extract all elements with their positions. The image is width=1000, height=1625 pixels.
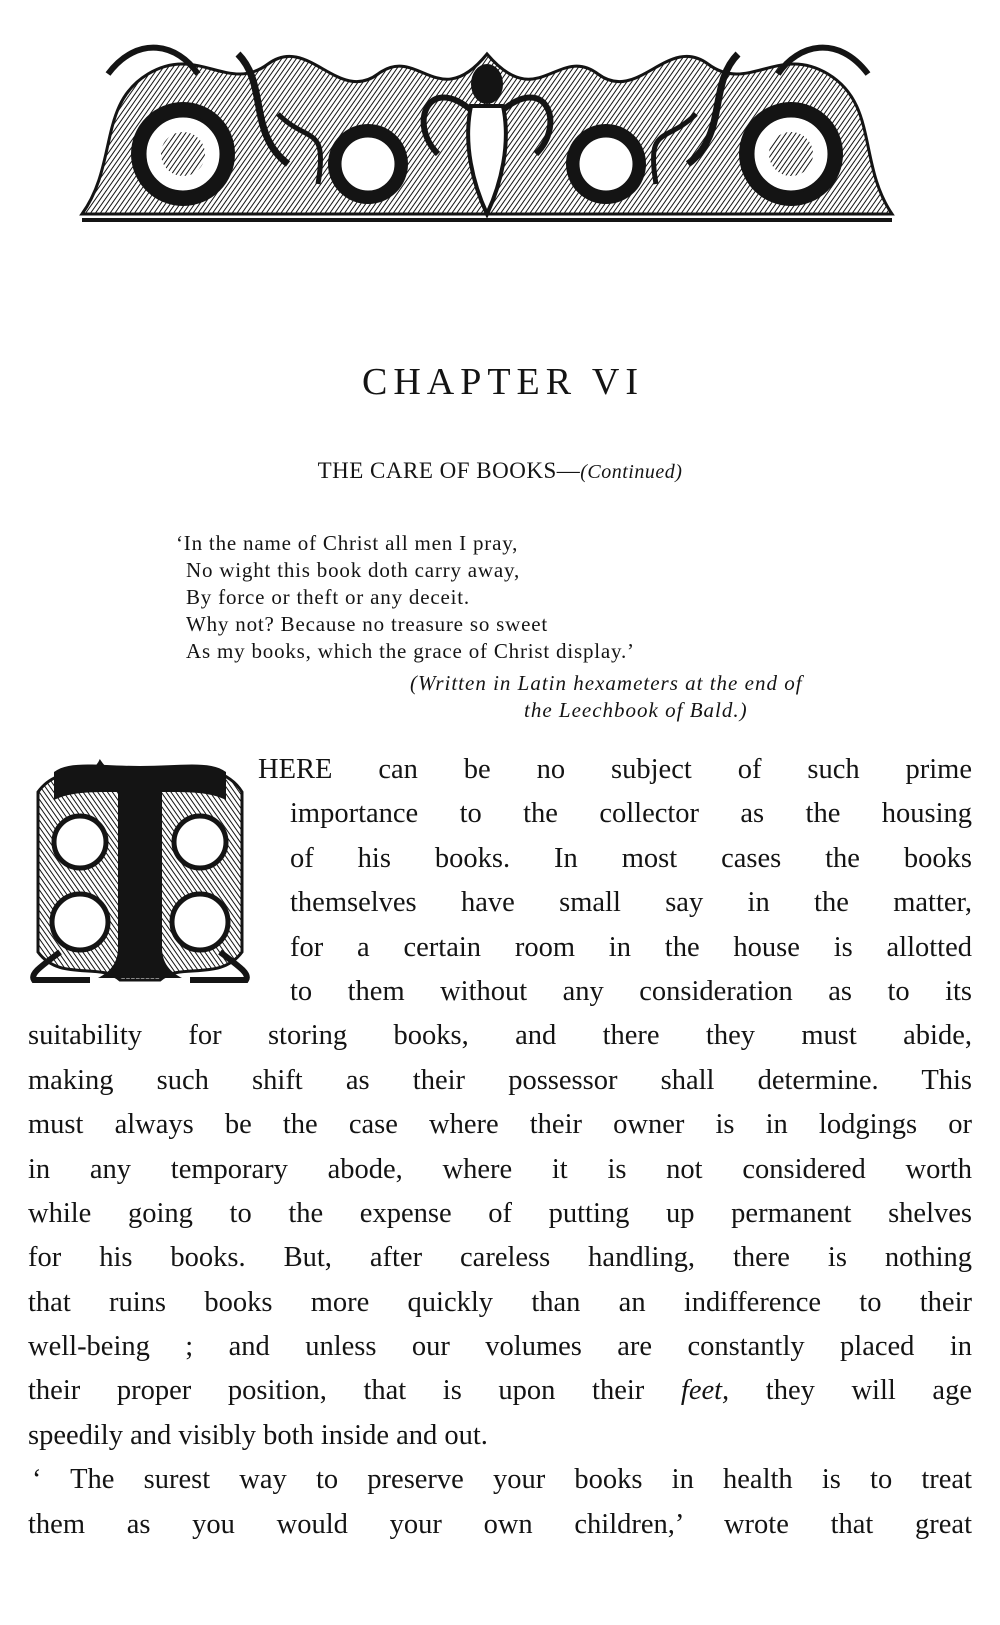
attribution-line: (Written in Latin hexameters at the end of [410, 671, 803, 695]
body-line: in any temporary abode, where it is not considered worth [28, 1153, 972, 1185]
body-line: that ruins books more quickly than an indifference to their [28, 1286, 972, 1318]
ornamental-headpiece-icon [78, 14, 896, 228]
epigraph-line: No wight this book doth carry away, [186, 558, 520, 582]
body-line: of his books. In most cases the books [290, 842, 972, 874]
chapter-heading: CHAPTER VI [361, 361, 645, 403]
body-line: suitability for storing books, and there they must abide, [28, 1020, 972, 1052]
body-line: while going to the expense of putting up permanent shelves [28, 1197, 972, 1229]
body-line: for a certain room in the house is allotted [290, 931, 972, 963]
body-line: themselves have small say in the matter, [290, 887, 972, 919]
body-line: importance to the collector as the housing [290, 798, 972, 830]
epigraph-line: By force or theft or any deceit. [186, 585, 470, 609]
body-line: must always be the case where their owner is in lodgings or [28, 1109, 972, 1141]
body-line-text: their proper position, that is upon their [28, 1375, 645, 1407]
epigraph [176, 530, 936, 665]
body-line: for his books. But, after careless handling, there is nothing [28, 1242, 972, 1274]
body-line: speedily and visibly both inside and out. [28, 1419, 488, 1451]
body-line: ‘ The surest way to preserve your books in health is to treat [32, 1464, 972, 1496]
body-line-text: they will age [729, 1375, 972, 1407]
body-line: well-being ; and unless our volumes are constantly placed in [28, 1331, 972, 1363]
attribution-line: the Leechbook of Bald.) [524, 698, 748, 722]
epigraph-line: Why not? Because no treasure so sweet [186, 612, 548, 636]
body-line [28, 1369, 972, 1413]
body-line: them as you would your own children,’ wrote that great [28, 1508, 972, 1540]
body-line: to them without any consideration as to its [290, 975, 972, 1007]
epigraph-line: ‘In the name of Christ all men I pray, [176, 531, 519, 555]
emphasis-feet: feet, [680, 1375, 730, 1407]
epigraph-line: As my books, which the grace of Christ display.’ [186, 639, 635, 663]
epigraph-attribution [410, 670, 940, 724]
section-title-continued: (Continued) [580, 461, 683, 483]
section-title [0, 458, 1000, 484]
body-line: HERE can be no subject of such prime [258, 754, 972, 785]
body-text [28, 748, 972, 1547]
body-line: making such shift as their possessor shall determine. This [28, 1064, 972, 1096]
section-title-text: THE CARE OF BOOKS— [317, 458, 581, 483]
